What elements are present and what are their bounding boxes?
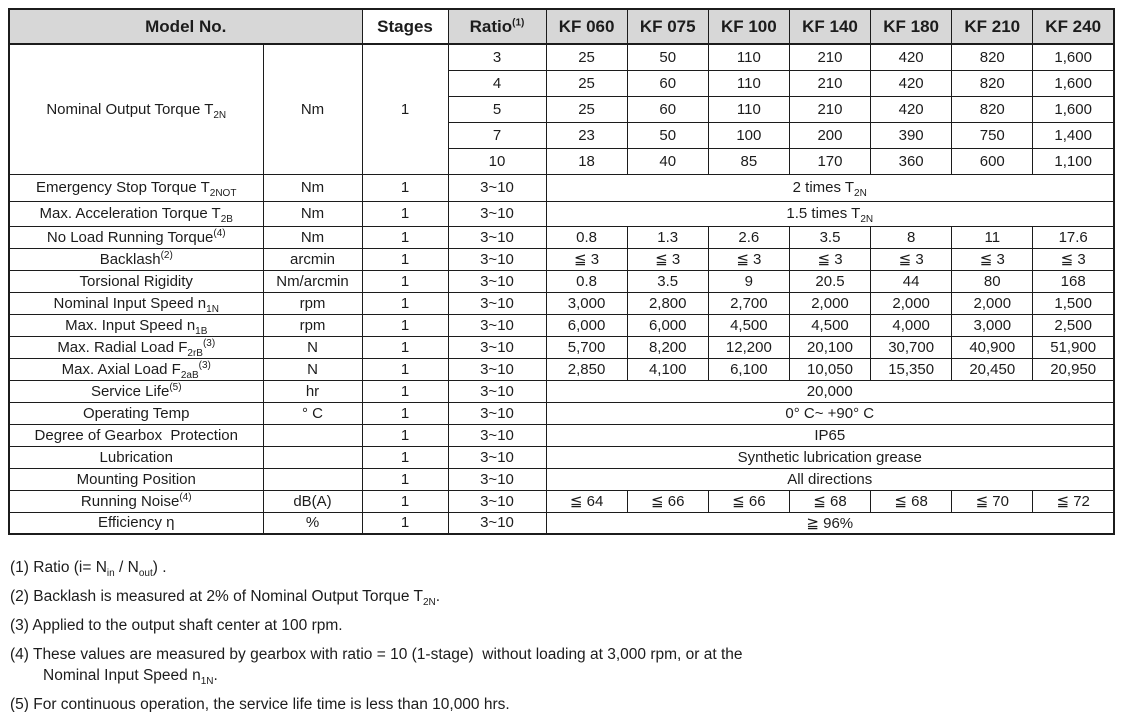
spec-row-running-noise — [9, 490, 1114, 512]
header-model-kf-100: KF 100 — [708, 9, 789, 44]
stages-cell: 1 — [362, 424, 448, 446]
value-cell: ≦ 3 — [546, 248, 627, 270]
value-cell: 820 — [952, 70, 1033, 96]
footnote-3: (3) Applied to the output shaft center at 100 rpm. — [10, 617, 343, 634]
row-label-mounting-position: Mounting Position — [9, 468, 263, 490]
ratio-cell: 3~10 — [448, 292, 546, 314]
span-value-cell: 0° C~ +90° C — [546, 402, 1114, 424]
stages-cell: 1 — [362, 201, 448, 226]
value-cell: 420 — [871, 70, 952, 96]
value-cell: 4,000 — [871, 314, 952, 336]
stages-cell: 1 — [362, 468, 448, 490]
spec-row-max-acceleration-torque — [9, 201, 1114, 226]
stages-cell: 1 — [362, 314, 448, 336]
value-cell: 0.8 — [546, 270, 627, 292]
stages-cell: 1 — [362, 336, 448, 358]
spec-row-lubrication — [9, 446, 1114, 468]
stages-cell: 1 — [362, 270, 448, 292]
row-label-degree-of-gearbox-protection: Degree of Gearbox Protection — [9, 424, 263, 446]
ratio-cell: 10 — [448, 148, 546, 174]
value-cell: 3,000 — [546, 292, 627, 314]
table-body — [9, 44, 1114, 534]
value-cell: 8,200 — [627, 336, 708, 358]
span-value-cell: 1.5 times $T_{2N}$ — [546, 201, 1114, 226]
value-cell: 200 — [789, 122, 870, 148]
unit-cell: % — [263, 512, 362, 534]
value-cell: 1,100 — [1033, 148, 1114, 174]
ratio-cell: 3~10 — [448, 201, 546, 226]
value-cell: 8 — [871, 226, 952, 248]
header-model-kf-140: KF 140 — [789, 9, 870, 44]
value-cell: 50 — [627, 44, 708, 70]
value-cell: 820 — [952, 96, 1033, 122]
header-model-kf-240: KF 240 — [1033, 9, 1114, 44]
unit-cell: Nm — [263, 174, 362, 201]
spec-row-degree-of-gearbox-protection — [9, 424, 1114, 446]
spec-row-mounting-position — [9, 468, 1114, 490]
header-model-no: Model No. — [9, 9, 362, 44]
ratio-cell: 3~10 — [448, 270, 546, 292]
unit-cell: Nm — [263, 201, 362, 226]
stages-cell: 1 — [362, 358, 448, 380]
value-cell: 23 — [546, 122, 627, 148]
span-value-cell: IP65 — [546, 424, 1114, 446]
value-cell: 30,700 — [871, 336, 952, 358]
row-label-max-radial-load: Max. Radial Load $F_{2rB}^{(3)}$ — [9, 336, 263, 358]
spec-row-service-life — [9, 380, 1114, 402]
spec-row-emergency-stop-torque — [9, 174, 1114, 201]
value-cell: ≦ 68 — [789, 490, 870, 512]
value-cell: 2,850 — [546, 358, 627, 380]
value-cell: 110 — [708, 96, 789, 122]
ratio-cell: 3~10 — [448, 226, 546, 248]
value-cell: 25 — [546, 70, 627, 96]
row-label-emergency-stop-torque: Emergency Stop Torque $T_{2NOT}$ — [9, 174, 263, 201]
unit-cell: rpm — [263, 292, 362, 314]
unit-cell — [263, 446, 362, 468]
footnote-4: (4) These values are measured by gearbox with ratio = 10 (1-stage) without loading at 3,000 rpm, or at the Nominal Input Speed $n_{1N}$. — [10, 646, 743, 688]
ratio-cell: 3~10 — [448, 402, 546, 424]
value-cell: ≦ 66 — [627, 490, 708, 512]
span-value-cell: ≧ 96% — [546, 512, 1114, 534]
row-label-service-life: Service Life$^{(5)}$ — [9, 380, 263, 402]
row-label-efficiency: Efficiency η — [9, 512, 263, 534]
ratio-cell: 3~10 — [448, 336, 546, 358]
spec-row-no-load-running-torque — [9, 226, 1114, 248]
ratio-cell: 3~10 — [448, 424, 546, 446]
value-cell: 2,000 — [789, 292, 870, 314]
unit-cell: hr — [263, 380, 362, 402]
footnote-1: (1) Ratio $(i= N_{in} / N_{out})$ . — [10, 559, 167, 580]
unit-cell: Nm/arcmin — [263, 270, 362, 292]
value-cell: 2,000 — [952, 292, 1033, 314]
value-cell: 40 — [627, 148, 708, 174]
row-label-max-acceleration-torque: Max. Acceleration Torque $T_{2B}$ — [9, 201, 263, 226]
value-cell: 50 — [627, 122, 708, 148]
value-cell: 110 — [708, 70, 789, 96]
value-cell: ≦ 3 — [708, 248, 789, 270]
row-label-lubrication: Lubrication — [9, 446, 263, 468]
value-cell: 2.6 — [708, 226, 789, 248]
ratio-cell: 3~10 — [448, 490, 546, 512]
ratio-cell: 3~10 — [448, 248, 546, 270]
spec-row-backlash — [9, 248, 1114, 270]
ratio-cell: 3~10 — [448, 174, 546, 201]
header-model-kf-210: KF 210 — [952, 9, 1033, 44]
value-cell: 11 — [952, 226, 1033, 248]
value-cell: 360 — [871, 148, 952, 174]
stages-cell: 1 — [362, 402, 448, 424]
span-value-cell: Synthetic lubrication grease — [546, 446, 1114, 468]
stages-cell: 1 — [362, 226, 448, 248]
value-cell: 44 — [871, 270, 952, 292]
value-cell: 18 — [546, 148, 627, 174]
value-cell: 6,100 — [708, 358, 789, 380]
value-cell: 17.6 — [1033, 226, 1114, 248]
value-cell: 210 — [789, 44, 870, 70]
unit-cell: N — [263, 336, 362, 358]
value-cell: 6,000 — [627, 314, 708, 336]
table-header-row — [9, 9, 1114, 44]
value-cell: ≦ 68 — [871, 490, 952, 512]
value-cell: 20,950 — [1033, 358, 1114, 380]
stages-cell: 1 — [362, 248, 448, 270]
value-cell: 4,100 — [627, 358, 708, 380]
row-label-nominal-input-speed: Nominal Input Speed $n_{1N}$ — [9, 292, 263, 314]
ratio-cell: 3~10 — [448, 380, 546, 402]
value-cell: ≦ 64 — [546, 490, 627, 512]
unit-cell: Nm — [263, 44, 362, 174]
row-label-torsional-rigidity: Torsional Rigidity — [9, 270, 263, 292]
ratio-cell: 3 — [448, 44, 546, 70]
value-cell: 2,700 — [708, 292, 789, 314]
value-cell: ≦ 3 — [627, 248, 708, 270]
value-cell: 420 — [871, 44, 952, 70]
value-cell: ≦ 66 — [708, 490, 789, 512]
header-model-kf-180: KF 180 — [871, 9, 952, 44]
unit-cell: rpm — [263, 314, 362, 336]
row-label-no-load-running-torque: No Load Running Torque$^{(4)}$ — [9, 226, 263, 248]
value-cell: ≦ 70 — [952, 490, 1033, 512]
value-cell: 1,400 — [1033, 122, 1114, 148]
value-cell: ≦ 3 — [952, 248, 1033, 270]
value-cell: 168 — [1033, 270, 1114, 292]
row-label-nominal-output-torque: Nominal Output Torque $T_{2N}$ — [9, 44, 263, 174]
unit-cell: arcmin — [263, 248, 362, 270]
footnotes — [10, 557, 1123, 712]
value-cell: 25 — [546, 44, 627, 70]
stages-cell: 1 — [362, 446, 448, 468]
value-cell: 40,900 — [952, 336, 1033, 358]
value-cell: ≦ 72 — [1033, 490, 1114, 512]
value-cell: 3.5 — [627, 270, 708, 292]
unit-cell: dB(A) — [263, 490, 362, 512]
value-cell: 20,100 — [789, 336, 870, 358]
value-cell: 80 — [952, 270, 1033, 292]
value-cell: 5,700 — [546, 336, 627, 358]
stages-cell: 1 — [362, 292, 448, 314]
span-value-cell: All directions — [546, 468, 1114, 490]
spec-row-max-radial-load — [9, 336, 1114, 358]
row-label-operating-temp: Operating Temp — [9, 402, 263, 424]
gearbox-spec-table — [8, 8, 1115, 535]
ratio-cell: 3~10 — [448, 358, 546, 380]
value-cell: 4,500 — [789, 314, 870, 336]
value-cell: 12,200 — [708, 336, 789, 358]
value-cell: ≦ 3 — [871, 248, 952, 270]
value-cell: 1,600 — [1033, 70, 1114, 96]
value-cell: 0.8 — [546, 226, 627, 248]
value-cell: ≦ 3 — [789, 248, 870, 270]
value-cell: 9 — [708, 270, 789, 292]
value-cell: 1,500 — [1033, 292, 1114, 314]
value-cell: 820 — [952, 44, 1033, 70]
row-label-running-noise: Running Noise$^{(4)}$ — [9, 490, 263, 512]
value-cell: 110 — [708, 44, 789, 70]
value-cell: 60 — [627, 70, 708, 96]
value-cell: 1,600 — [1033, 44, 1114, 70]
torque-row-ratio-3 — [9, 44, 1114, 70]
ratio-cell: 4 — [448, 70, 546, 96]
value-cell: 2,800 — [627, 292, 708, 314]
spec-row-operating-temp — [9, 402, 1114, 424]
value-cell: 750 — [952, 122, 1033, 148]
value-cell: 15,350 — [871, 358, 952, 380]
value-cell: 210 — [789, 96, 870, 122]
header-stages: Stages — [362, 9, 448, 44]
header-model-kf-060: KF 060 — [546, 9, 627, 44]
value-cell: 170 — [789, 148, 870, 174]
spec-row-max-axial-load — [9, 358, 1114, 380]
row-label-max-input-speed: Max. Input Speed $n_{1B}$ — [9, 314, 263, 336]
stages-cell: 1 — [362, 490, 448, 512]
value-cell: 1,600 — [1033, 96, 1114, 122]
value-cell: 2,500 — [1033, 314, 1114, 336]
value-cell: 3.5 — [789, 226, 870, 248]
value-cell: ≦ 3 — [1033, 248, 1114, 270]
span-value-cell: 20,000 — [546, 380, 1114, 402]
ratio-cell: 7 — [448, 122, 546, 148]
stages-cell: 1 — [362, 44, 448, 174]
value-cell: 100 — [708, 122, 789, 148]
footnote-2: (2) Backlash is measured at 2% of Nominal Output Torque $T_{2N}$. — [10, 588, 441, 609]
value-cell: 3,000 — [952, 314, 1033, 336]
ratio-cell: 3~10 — [448, 512, 546, 534]
spec-row-max-input-speed — [9, 314, 1114, 336]
value-cell: 20.5 — [789, 270, 870, 292]
unit-cell: ° C — [263, 402, 362, 424]
value-cell: 20,450 — [952, 358, 1033, 380]
footnote-5: (5) For continuous operation, the service life time is less than 10,000 hrs. — [10, 696, 510, 712]
spec-row-efficiency — [9, 512, 1114, 534]
value-cell: 390 — [871, 122, 952, 148]
value-cell: 85 — [708, 148, 789, 174]
spec-row-nominal-input-speed — [9, 292, 1114, 314]
stages-cell: 1 — [362, 512, 448, 534]
span-value-cell: 2 times $T_{2N}$ — [546, 174, 1114, 201]
value-cell: 10,050 — [789, 358, 870, 380]
unit-cell: Nm — [263, 226, 362, 248]
row-label-backlash: Backlash$^{(2)}$ — [9, 248, 263, 270]
stages-cell: 1 — [362, 380, 448, 402]
ratio-cell: 3~10 — [448, 468, 546, 490]
value-cell: 6,000 — [546, 314, 627, 336]
ratio-cell: 3~10 — [448, 314, 546, 336]
value-cell: 210 — [789, 70, 870, 96]
value-cell: 60 — [627, 96, 708, 122]
ratio-cell: 5 — [448, 96, 546, 122]
value-cell: 4,500 — [708, 314, 789, 336]
value-cell: 600 — [952, 148, 1033, 174]
value-cell: 25 — [546, 96, 627, 122]
ratio-cell: 3~10 — [448, 446, 546, 468]
value-cell: 1.3 — [627, 226, 708, 248]
value-cell: 2,000 — [871, 292, 952, 314]
unit-cell — [263, 468, 362, 490]
spec-row-torsional-rigidity — [9, 270, 1114, 292]
spec-sheet-page — [0, 8, 1123, 712]
value-cell: 51,900 — [1033, 336, 1114, 358]
header-model-kf-075: KF 075 — [627, 9, 708, 44]
stages-cell: 1 — [362, 174, 448, 201]
unit-cell — [263, 424, 362, 446]
unit-cell: N — [263, 358, 362, 380]
value-cell: 420 — [871, 96, 952, 122]
header-ratio: Ratio$^{(1)}$ — [448, 9, 546, 44]
row-label-max-axial-load: Max. Axial Load $F_{2aB}^{(3)}$ — [9, 358, 263, 380]
